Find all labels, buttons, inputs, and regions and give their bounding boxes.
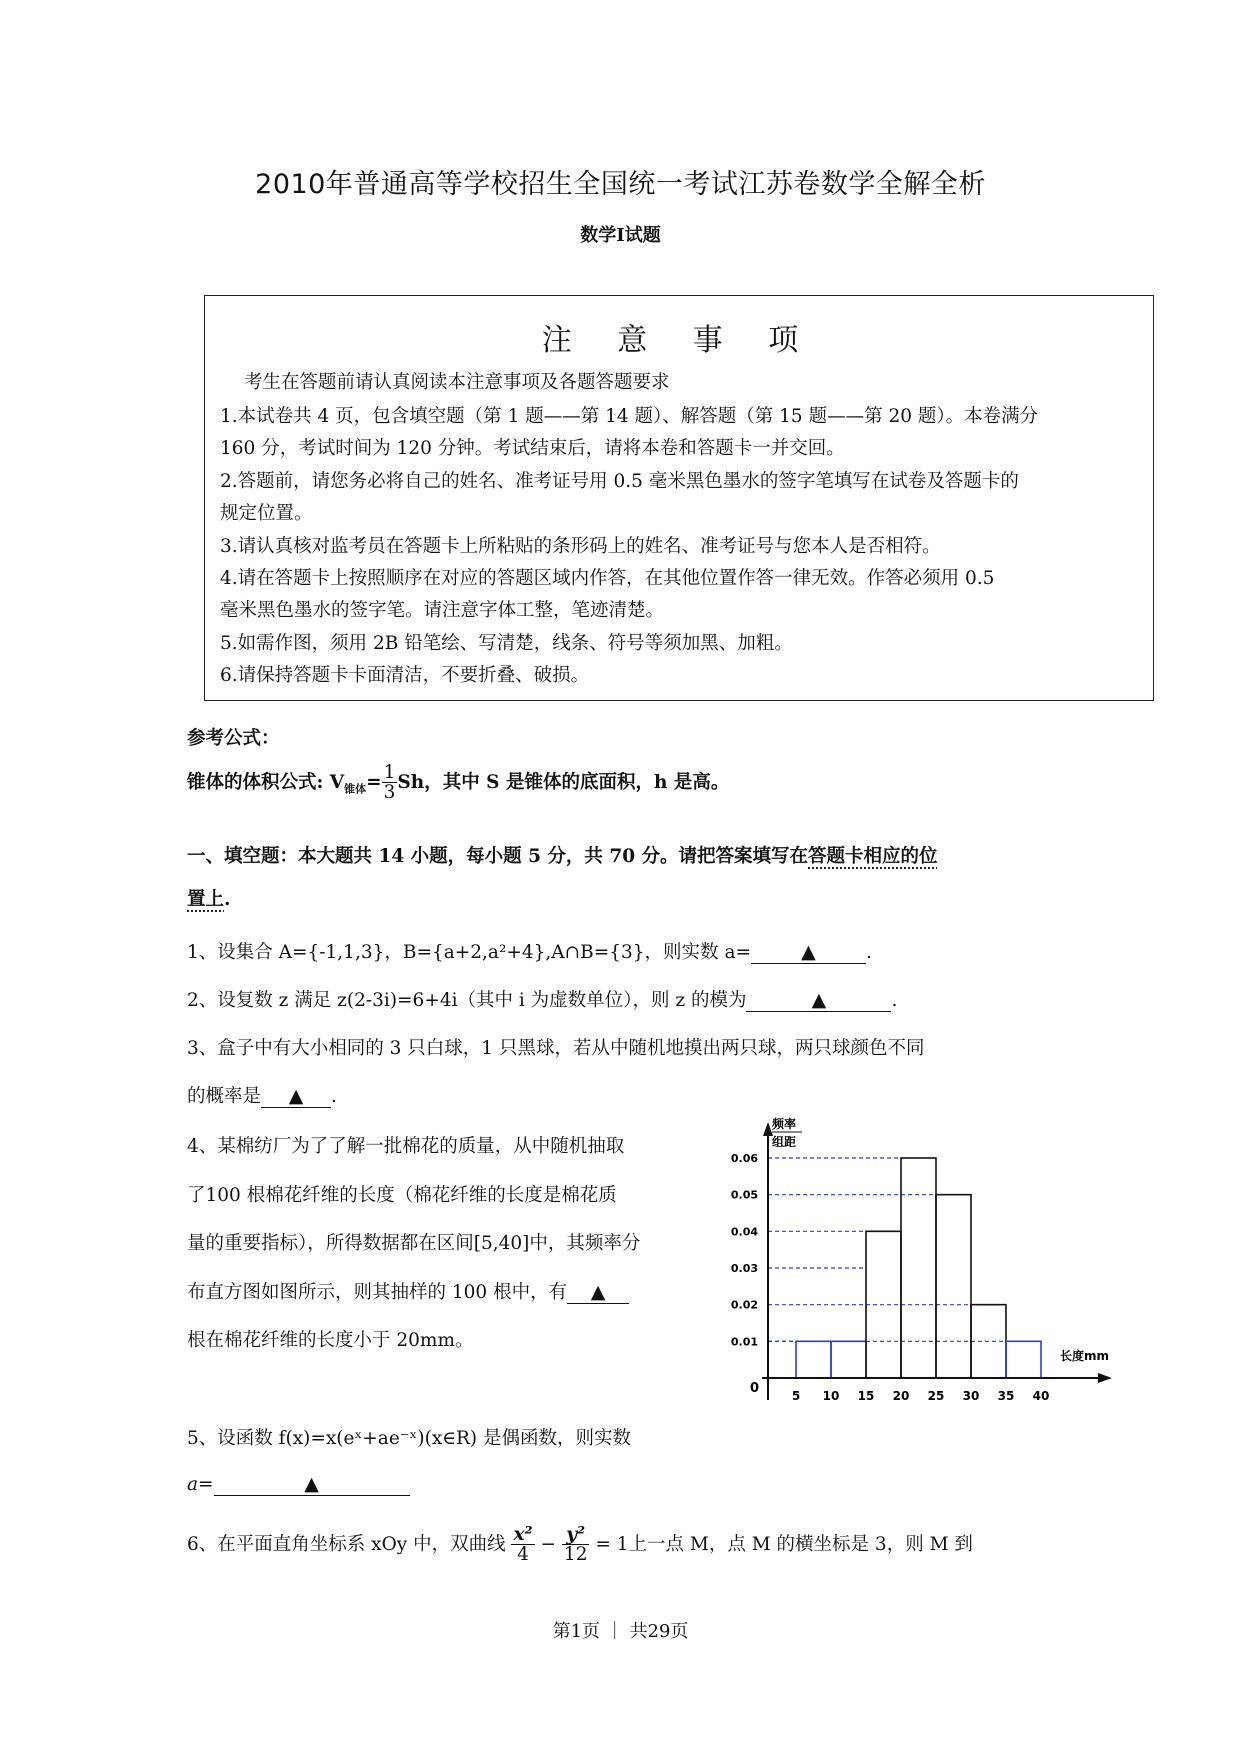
x-tick-label: 35 — [997, 1389, 1015, 1403]
question-5-cont: a= ▲ — [187, 1473, 410, 1496]
paper-title: 2010年普通高等学校招生全国统一考试江苏卷数学全解全析 — [255, 169, 986, 200]
question-1: 1、设集合 A={-1,1,3}，B={a+2,a²+4},A∩B={3}，则实数 a= ▲ . — [187, 941, 872, 963]
question-5: 5、设函数 f(x)=x(eˣ+ae⁻ˣ)(x∈R) 是偶函数，则实数 — [187, 1428, 631, 1449]
triangle-icon: ▲ — [811, 989, 827, 1011]
notice-heading: 注 意 事 项 — [541, 323, 817, 358]
x-tick-label: 5 — [791, 1389, 801, 1403]
x-tick-label: 20 — [892, 1389, 910, 1403]
question-4-line: 量的重要指标），所得数据都在区间[5,40]中，其频率分 — [187, 1233, 641, 1254]
reference-formula: 锥体的体积公式: $V_{锥体}=$ $\frac{1}{3}$ Sh，其中 S 是锥体的底面积，h 是高。 — [187, 762, 730, 804]
notice-line: 考生在答题前请认真阅读本注意事项及各题答题要求 — [244, 372, 670, 393]
notice-line: 3.请认真核对监考员在答题卡上所粘贴的条形码上的姓名、准考证号与您本人是否相符。 — [220, 536, 941, 557]
question-4-line: 布直方图如图所示，则其抽样的 100 根中，有 ▲ — [187, 1278, 629, 1304]
histogram-bar — [831, 1341, 866, 1378]
question-2: 2、设复数 z 满足 z(2-3i)=6+4i（其中 i 为虚数单位），则 z 的模为 ▲ . — [187, 989, 898, 1011]
section-heading-cont: 置上. — [187, 889, 231, 910]
notice-line: 2.答题前，请您务必将自己的姓名、准考证号用 0.5 毫米黑色墨水的签字笔填写在试卷及答题卡的 — [220, 471, 1019, 492]
notice-line: 4.请在答题卡上按照顺序在对应的答题区域内作答，在其他位置作答一律无效。作答必须用 0.5 — [220, 568, 995, 589]
x-tick-label: 40 — [1032, 1389, 1050, 1403]
notice-line: 5.如需作图，须用 2B 铅笔绘、写清楚，线条、符号等须加黑、加粗。 — [220, 633, 793, 654]
y-tick-label: 0.06 — [730, 1152, 758, 1165]
answer-blank[interactable] — [261, 1085, 331, 1108]
triangle-icon: ▲ — [801, 941, 816, 963]
histogram-bar — [796, 1341, 831, 1378]
notice-line: 1.本试卷共 4 页，包含填空题（第 1 题——第 14 题）、解答题（第 15 题——第 20 题）。本卷满分 — [220, 406, 1039, 427]
y-tick-label: 0.01 — [730, 1335, 758, 1349]
frequency-histogram — [700, 1110, 1120, 1430]
y-tick-label: 0.05 — [730, 1188, 758, 1202]
y-axis-label-bottom: 组距 — [772, 1135, 797, 1149]
notice-line: 毫米黑色墨水的签字笔。请注意字体工整，笔迹清楚。 — [220, 600, 665, 621]
paper-subtitle: 数学Ⅰ试题 — [580, 225, 661, 246]
triangle-icon: ▲ — [590, 1281, 606, 1303]
answer-blank[interactable] — [746, 989, 891, 1012]
question-4-line: 根在棉花纤维的长度小于 20mm。 — [187, 1330, 474, 1351]
reference-label: 参考公式： — [187, 728, 280, 749]
x-tick-label: 10 — [822, 1389, 840, 1403]
x-tick-label: 25 — [927, 1389, 945, 1403]
x-tick-label: 15 — [857, 1389, 875, 1403]
y-axis-label-top: 频率 — [772, 1117, 797, 1131]
notice-line: 6.请保持答题卡卡面清洁，不要折叠、破损。 — [220, 665, 590, 686]
histogram-bar — [1006, 1341, 1041, 1378]
y-tick-label: 0.04 — [730, 1225, 758, 1239]
x-tick-label: 30 — [962, 1389, 980, 1403]
question-3-cont: 的概率是 ▲ . — [187, 1085, 337, 1107]
y-tick-label: 0.02 — [730, 1298, 758, 1312]
answer-blank[interactable] — [567, 1281, 629, 1304]
answer-blank[interactable] — [214, 1473, 410, 1496]
notice-line: 160 分，考试时间为 120 分钟。考试结束后，请将本卷和答题卡一并交回。 — [220, 438, 845, 459]
histogram-bar — [901, 1158, 936, 1378]
page-footer: 第1页 ｜ 共29页 — [552, 1621, 689, 1642]
question-3: 3、盒子中有大小相同的 3 只白球，1 只黑球，若从中随机地摸出两只球，两只球颜色不同 — [187, 1038, 925, 1059]
question-4-line: 了100 根棉花纤维的长度（棉花纤维的长度是棉花质 — [187, 1185, 617, 1206]
triangle-icon: ▲ — [288, 1085, 304, 1107]
question-4: 4、某棉纺厂为了了解一批棉花的质量，从中随机抽取 — [187, 1136, 625, 1157]
histogram-bar — [936, 1195, 971, 1378]
origin-label: 0 — [750, 1381, 760, 1396]
x-axis-arrow-icon — [1098, 1373, 1112, 1383]
y-tick-label: 0.03 — [730, 1262, 758, 1275]
notice-line: 规定位置。 — [220, 503, 313, 524]
triangle-icon: ▲ — [304, 1473, 319, 1495]
section-heading: 一、填空题：本大题共 14 小题，每小题 5 分，共 70 分。请把答案填写在答题卡相应的位 — [187, 846, 938, 867]
question-6: 6、在平面直角坐标系 xOy 中，双曲线 $\frac{\text{x²}}{4}$ − $\frac{\text{y²}}{12}$ = 1上一点 M，点 M 的横坐标是 3，则 M 到 — [187, 1524, 973, 1566]
answer-blank[interactable] — [751, 941, 866, 964]
x-axis-label: 长度mm — [1060, 1349, 1110, 1363]
